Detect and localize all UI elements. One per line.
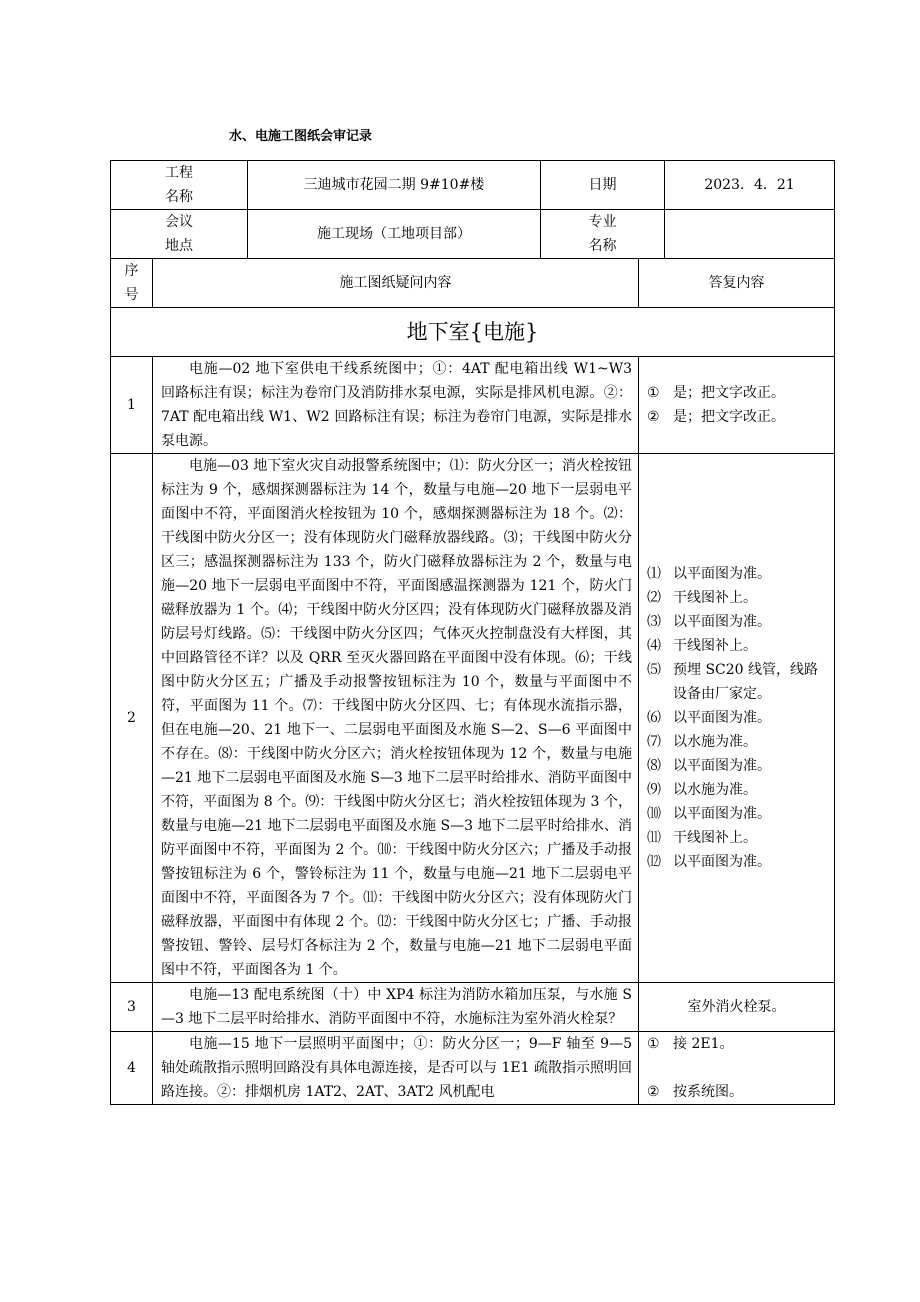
answer-text: 以平面图为准。 bbox=[673, 854, 771, 870]
document-title: 水、电施工图纸会审记录 bbox=[229, 129, 373, 144]
answer-cell bbox=[639, 454, 835, 983]
answer-list bbox=[647, 381, 830, 429]
venue-label bbox=[165, 210, 193, 258]
date-label: 日期 bbox=[541, 161, 665, 210]
project-name: 三迪城市花园二期 9#10#楼 bbox=[248, 161, 541, 210]
table-row bbox=[111, 454, 835, 983]
venue-value: 施工现场（工地项目部） bbox=[248, 210, 541, 259]
answer-item bbox=[647, 826, 830, 850]
answer-number: ⑺ bbox=[647, 734, 661, 750]
venue-label-cell bbox=[111, 210, 248, 259]
answer-number: ② bbox=[647, 409, 660, 425]
answer-item bbox=[647, 586, 830, 610]
answer-number: ⑾ bbox=[647, 830, 661, 846]
question-header: 施工图纸疑问内容 bbox=[153, 259, 639, 308]
answer-number: ⑼ bbox=[647, 782, 661, 798]
row-index: 3 bbox=[111, 983, 153, 1032]
answer-number: ⑵ bbox=[647, 590, 661, 606]
date-value: 2023．4．21 bbox=[665, 161, 835, 210]
answer-number: ⑽ bbox=[647, 806, 661, 822]
answer-item bbox=[647, 381, 830, 405]
column-header-row bbox=[111, 259, 835, 308]
answer-item bbox=[647, 405, 830, 429]
project-label-line2: 名称 bbox=[165, 189, 193, 205]
table-row bbox=[111, 357, 835, 454]
answer-text: 干线图补上。 bbox=[673, 590, 757, 606]
answer-number: ⑹ bbox=[647, 710, 661, 726]
project-label-line1: 工程 bbox=[165, 165, 193, 181]
answer-number: ⑴ bbox=[647, 566, 661, 582]
question-cell bbox=[153, 357, 639, 454]
index-header-line1: 序 bbox=[124, 263, 139, 279]
answer-number: ⑻ bbox=[647, 758, 661, 774]
answer-text: 接 2E1。 bbox=[673, 1036, 734, 1052]
question-text: 电施—02 地下室供电干线系统图中；①：4AT 配电箱出线 W1~W3 回路标注有误；标注为卷帘门及消防排水泵电源，实际是排风机电源。②：7AT 配电箱出线 W1、W2 回路标注有误；标注为卷帘门电源，实际是排水泵电源。 bbox=[161, 361, 632, 449]
project-label bbox=[165, 161, 193, 209]
answer-item bbox=[647, 802, 830, 826]
question-text: 电施—03 地下室火灾自动报警系统图中；⑴：防火分区一；消火栓按钮标注为 9 个，感烟探测器标注为 14 个，数量与电施—20 地下一层弱电平面图中不符，平面图消火栓按钮为 10 个，感烟探测器标注为 18 个。⑵：干线图中防火分区一；没有体现防火门磁释放器线路。⑶；干线图中防火分区三；感温探测器标注为 133 个，防火门磁释放器标注为 2 个，数量与电施—20 地下一层弱电平面图中不符，平面图感温探测器为 121 个，防火门磁释放器为 1 个。⑷；干线图中防火分区四；没有体现防火门磁释放器及消防层号灯线路。⑸：干线图中防火分区四；气体灭火控制盘没有大样图，其中回路管径不详？以及 QRR 至灭火器回路在平面图中没有体现。⑹；干线图中防火分区五；广播及手动报警按钮标注为 10 个，数量与平面图中不符，平面图为 11 个。⑺：干线图中防火分区四、七；有体现水流指示器，但在电施—20、21 地下一、二层弱电平面图及水施 S—2、S—6 平面图中不存在。⑻：干线图中防火分区六；消火栓按钮体现为 12 个，数量与电施—21 地下二层弱电平面图及水施 S—3 地下二层平时给排水、消防平面图中不符，平面图为 8 个。⑼：干线图中防火分区七；消火栓按钮体现为 3 个，数量与电施—21 地下二层弱电平面图及水施 S—3 地下二层平时给排水、消防平面图中不符，平面图为 2 个。⑽：干线图中防火分区六；广播及手动报警按钮标注为 6 个，警铃标注为 11 个，数量与电施—21 地下二层弱电平面图中不符，平面图各为 7 个。⑾：干线图中防火分区六；没有体现防火门磁释放器，平面图中有体现 2 个。⑿：干线图中防火分区七；广播、手动报警按钮、警铃、层号灯各标注为 2 个，数量与电施—21 地下二层弱电平面图中不符，平面图各为 1 个。 bbox=[161, 458, 632, 978]
answer-header: 答复内容 bbox=[639, 259, 835, 308]
answer-list bbox=[647, 562, 830, 874]
answer-list bbox=[647, 1032, 830, 1104]
answer-item bbox=[647, 634, 830, 658]
answer-cell bbox=[639, 983, 835, 1032]
discipline-label-cell bbox=[541, 210, 665, 259]
row-index: 1 bbox=[111, 357, 153, 454]
question-text: 电施—13 配电系统图（十）中 XP4 标注为消防水箱加压泵，与水施 S—3 地下二层平时给排水、消防平面图中不符，水施标注为室外消火栓泵？ bbox=[161, 987, 632, 1027]
row-index: 2 bbox=[111, 454, 153, 983]
answer-number: ⑶ bbox=[647, 614, 661, 630]
answer-text: 以平面图为准。 bbox=[673, 806, 771, 822]
answer-number: ⑿ bbox=[647, 854, 661, 870]
header-row-venue bbox=[111, 210, 835, 259]
discipline-value bbox=[665, 210, 835, 259]
answer-item bbox=[647, 1032, 830, 1056]
discipline-label bbox=[589, 210, 617, 258]
answer-cell bbox=[639, 1032, 835, 1105]
question-cell bbox=[153, 1032, 639, 1105]
answer-item bbox=[647, 610, 830, 634]
question-text: 电施—15 地下一层照明平面图中；①：防火分区一；9—F 轴至 9—5 轴处疏散指示照明回路没有具体电源连接，是否可以与 1E1 疏散指示照明回路连接。②：排烟机房 1AT2、2AT、3AT2 风机配电 bbox=[161, 1036, 632, 1100]
answer-number: ② bbox=[647, 1084, 660, 1100]
section-row bbox=[111, 308, 835, 357]
header-row-project bbox=[111, 161, 835, 210]
section-title: 地下室{电施} bbox=[111, 308, 835, 357]
table-row bbox=[111, 983, 835, 1032]
answer-item bbox=[647, 658, 830, 706]
index-header-cell bbox=[111, 259, 153, 308]
project-label-cell bbox=[111, 161, 248, 210]
answer-item bbox=[647, 730, 830, 754]
answer-item bbox=[647, 778, 830, 802]
discipline-label-line1: 专业 bbox=[588, 214, 617, 230]
index-header bbox=[125, 259, 139, 307]
row-index: 4 bbox=[111, 1032, 153, 1105]
answer-text: 是；把文字改正。 bbox=[673, 409, 785, 425]
question-cell bbox=[153, 454, 639, 983]
answer-text: 以平面图为准。 bbox=[673, 614, 771, 630]
answer-text: 是；把文字改正。 bbox=[673, 385, 785, 401]
venue-label-line1: 会议 bbox=[165, 214, 193, 230]
answer-text: 预埋 SC20 线管，线路设备由厂家定。 bbox=[673, 662, 819, 702]
answer-spacer bbox=[647, 1056, 830, 1080]
answer-number: ⑸ bbox=[647, 662, 661, 678]
answer-text: 以平面图为准。 bbox=[673, 758, 771, 774]
answer-number: ① bbox=[647, 385, 660, 401]
answer-item bbox=[647, 1080, 830, 1104]
answer-text: 以平面图为准。 bbox=[673, 710, 771, 726]
answer-text: 干线图补上。 bbox=[673, 638, 757, 654]
question-cell bbox=[153, 983, 639, 1032]
venue-label-line2: 地点 bbox=[165, 238, 193, 254]
review-table bbox=[110, 160, 835, 1105]
answer-item bbox=[647, 754, 830, 778]
answer-item bbox=[647, 562, 830, 586]
answer-text: 以水施为准。 bbox=[673, 734, 757, 750]
answer-text: 以平面图为准。 bbox=[673, 566, 771, 582]
discipline-label-line2: 名称 bbox=[588, 238, 617, 254]
answer-item bbox=[647, 850, 830, 874]
answer-cell bbox=[639, 357, 835, 454]
answer-text: 干线图补上。 bbox=[673, 830, 757, 846]
answer-number: ⑷ bbox=[647, 638, 661, 654]
answer-text: 以水施为准。 bbox=[673, 782, 757, 798]
answer-text: 按系统图。 bbox=[673, 1084, 743, 1100]
index-header-line2: 号 bbox=[124, 287, 139, 303]
answer-number: ① bbox=[647, 1036, 660, 1052]
answer-text: 室外消火栓泵。 bbox=[687, 999, 786, 1015]
answer-item bbox=[647, 706, 830, 730]
table-row bbox=[111, 1032, 835, 1105]
